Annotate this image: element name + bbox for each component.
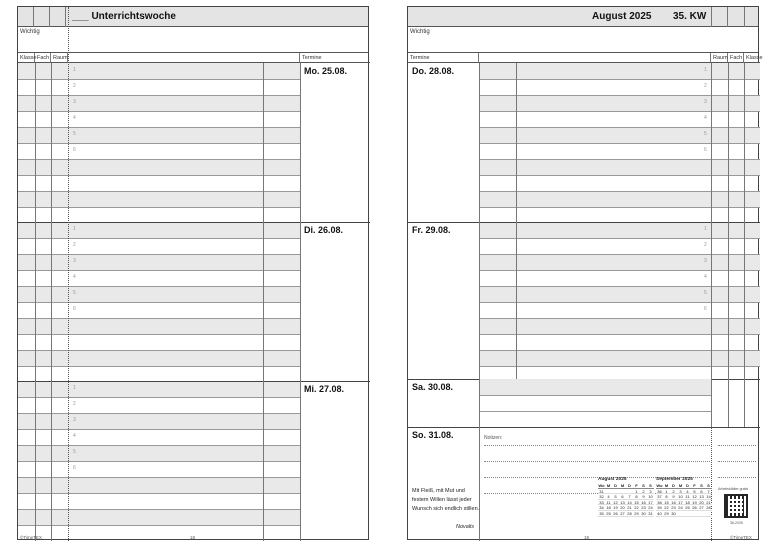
mini-calendar-cell: 27 <box>620 510 625 516</box>
mini-calendar-cell: 26 <box>613 510 618 516</box>
mini-calendar-cell <box>626 489 633 494</box>
lesson-number: 2 <box>73 83 76 89</box>
mini-calendar-cell: 18 <box>606 505 611 511</box>
lesson-number: 4 <box>73 274 76 280</box>
grid-line <box>300 63 301 541</box>
row-shade <box>479 222 760 238</box>
right-header-week: 35. KW <box>673 11 707 22</box>
row-shade <box>479 379 711 395</box>
lesson-number: 1 <box>704 226 707 232</box>
mini-calendar-cell: 24 <box>648 505 653 511</box>
lesson-number: 3 <box>73 417 76 423</box>
mini-calendar-cell: 21 <box>706 499 711 505</box>
row-shade <box>18 63 300 79</box>
row-line <box>18 461 300 462</box>
right-col-appointments: Termine <box>408 53 479 63</box>
day-separator <box>18 222 370 223</box>
lesson-number: 1 <box>704 67 707 73</box>
mini-calendar-cell: M <box>678 483 683 488</box>
mini-calendar-september <box>656 477 712 517</box>
row-line <box>18 350 300 351</box>
right-header-title: August 2025 <box>592 11 652 22</box>
mini-calendar-cell: 28 <box>706 505 711 511</box>
mini-calendar-cell: 20 <box>620 505 625 511</box>
mini-calendar-cell: 15 <box>664 499 669 505</box>
mini-calendar-cell: 31 <box>648 510 653 516</box>
mini-calendar-cell: 6 <box>621 494 624 500</box>
mini-calendar-cell: S <box>707 483 710 488</box>
mini-calendar-cell: S <box>642 483 645 488</box>
left-col-subject: Fach <box>37 55 50 61</box>
row-shade <box>479 350 760 366</box>
mini-calendar-cell: 22 <box>664 505 669 511</box>
mini-calendar-cell: 14 <box>706 494 711 500</box>
day-label-mo: Mo. 25.08. <box>304 66 348 76</box>
mini-calendar-cell: 13 <box>620 499 625 505</box>
mini-calendar-cell: 23 <box>671 505 676 511</box>
mini-calendar-cell: 17 <box>648 499 653 505</box>
mini-calendar-cell: 13 <box>699 494 704 500</box>
mini-calendar-cell <box>612 489 619 494</box>
notes-line <box>484 445 710 446</box>
lesson-number: 2 <box>704 242 707 248</box>
row-shade <box>479 159 760 175</box>
mini-calendar-cell: 31 <box>599 488 604 494</box>
row-line <box>18 95 300 96</box>
left-important-field[interactable]: Wichtig <box>18 27 368 53</box>
row-line <box>479 238 760 239</box>
row-shade <box>18 413 300 429</box>
mini-calendar-cell: 40 <box>657 510 662 516</box>
row-line <box>18 207 300 208</box>
mini-calendar-cell: 30 <box>641 510 646 516</box>
mini-calendar-cell <box>691 511 698 516</box>
lesson-number: 6 <box>73 465 76 471</box>
mini-calendar-cell: 37 <box>657 494 662 500</box>
mini-calendar-cell: 25 <box>685 505 690 511</box>
grid-line <box>263 63 264 541</box>
right-footer-brand: ©TimeTEX <box>730 535 752 540</box>
row-shade <box>18 381 300 397</box>
lesson-number: 1 <box>73 67 76 73</box>
row-line <box>18 525 300 526</box>
mini-calendar-cell: D <box>686 483 689 488</box>
grid-line <box>479 63 480 427</box>
lesson-number: 5 <box>73 449 76 455</box>
row-line <box>18 445 300 446</box>
left-page-number: 18 <box>190 535 196 540</box>
grid-line <box>516 63 517 379</box>
mini-calendar-cell: 10 <box>678 494 683 500</box>
row-line <box>479 411 711 412</box>
mini-calendar-cell: 9 <box>672 494 675 500</box>
mini-calendar-cell: S <box>649 483 652 488</box>
row-line <box>479 191 760 192</box>
mini-calendar-cell: 15 <box>634 499 639 505</box>
mini-calendar-cell: 27 <box>699 505 704 511</box>
row-line <box>479 143 760 144</box>
row-line <box>18 302 300 303</box>
row-line <box>18 318 300 319</box>
row-line <box>479 318 760 319</box>
right-col-class: Klasse <box>746 55 763 61</box>
day-separator <box>408 222 760 223</box>
mini-calendar-cell: 17 <box>678 499 683 505</box>
row-shade <box>479 127 760 143</box>
mini-calendar-cell: 6 <box>700 488 703 494</box>
day-separator <box>408 427 760 428</box>
mini-calendar-cell: 29 <box>634 510 639 516</box>
lesson-number: 3 <box>704 99 707 105</box>
mini-calendar-cell: 34 <box>599 505 604 511</box>
day-label-fr: Fr. 29.08. <box>412 225 451 235</box>
mini-calendar-cell: 22 <box>634 505 639 511</box>
lesson-number: 2 <box>73 242 76 248</box>
mini-calendar-cell: 14 <box>627 499 632 505</box>
left-col-room: Raum <box>53 55 68 61</box>
mini-calendar-cell: 1 <box>665 488 668 494</box>
binding-line <box>68 7 69 541</box>
row-line <box>479 254 760 255</box>
row-shade <box>18 127 300 143</box>
lesson-number: 2 <box>73 401 76 407</box>
left-header <box>18 7 368 27</box>
lesson-number: 3 <box>73 99 76 105</box>
lesson-number: 1 <box>73 385 76 391</box>
day-label-mi: Mi. 27.08. <box>304 384 345 394</box>
row-line <box>479 127 760 128</box>
mini-calendar-cell: 12 <box>613 499 618 505</box>
mini-calendar-cell: D <box>672 483 675 488</box>
mini-calendar-cell: 33 <box>599 499 604 505</box>
mini-calendar-cell: 1 <box>635 488 638 494</box>
mini-calendar-cell: 39 <box>657 505 662 511</box>
row-line <box>479 286 760 287</box>
quote-author: Novalis <box>456 524 475 530</box>
right-important-field[interactable]: Wichtig <box>408 27 758 53</box>
row-line <box>18 509 300 510</box>
qr-caption: 36-2025 <box>730 521 743 525</box>
quote-text: Mit Fleiß, mit Mut und festem Willen lässt jeder Wunsch sich endlich stillen. <box>412 488 480 512</box>
mini-calendar-week <box>598 511 654 517</box>
lesson-number: 5 <box>73 290 76 296</box>
lesson-number: 6 <box>704 306 707 312</box>
mini-calendar-cell: 5 <box>614 494 617 500</box>
row-line <box>18 127 300 128</box>
lesson-number: 3 <box>73 258 76 264</box>
mini-calendar-cell: 11 <box>685 494 690 500</box>
notes-line <box>484 461 710 462</box>
mini-calendar-cell: 3 <box>679 488 682 494</box>
row-line <box>18 238 300 239</box>
row-line <box>18 159 300 160</box>
mini-calendar-cell: M <box>664 483 669 488</box>
left-col-appointments: Termine <box>300 53 370 63</box>
right-header-boxes <box>711 7 760 27</box>
day-label-do: Do. 28.08. <box>412 66 455 76</box>
grid-line <box>744 63 745 427</box>
lesson-number: 4 <box>704 115 707 121</box>
row-line <box>18 270 300 271</box>
mini-calendar-cell: 4 <box>607 494 610 500</box>
grid-line <box>479 427 480 541</box>
mini-calendar-cell: 16 <box>641 499 646 505</box>
row-shade <box>18 318 300 334</box>
lesson-number: 3 <box>704 258 707 264</box>
mini-calendar-cell: F <box>693 483 696 488</box>
row-line <box>18 429 300 430</box>
row-line <box>479 270 760 271</box>
mini-calendar-cell: 36 <box>657 488 662 494</box>
grid-line <box>35 63 36 541</box>
mini-calendar-cell <box>677 511 684 516</box>
row-line <box>18 286 300 287</box>
row-line <box>479 302 760 303</box>
row-line <box>18 477 300 478</box>
row-line <box>18 366 300 367</box>
mini-calendar-cell: 2 <box>672 488 675 494</box>
right-col-room: Raum <box>713 55 728 61</box>
lesson-number: 1 <box>73 226 76 232</box>
row-line <box>18 397 300 398</box>
grid-line <box>711 63 712 427</box>
lesson-number: 6 <box>704 147 707 153</box>
row-line <box>479 334 760 335</box>
day-separator <box>18 381 370 382</box>
row-line <box>18 111 300 112</box>
row-shade <box>18 222 300 238</box>
mini-calendar-cell <box>619 489 626 494</box>
lesson-number: 5 <box>73 131 76 137</box>
lesson-number: 6 <box>73 306 76 312</box>
row-line <box>18 143 300 144</box>
mini-calendar-cell: Wo <box>598 483 605 488</box>
mini-calendar-cell: 20 <box>699 499 704 505</box>
mini-calendar-cell: D <box>614 483 617 488</box>
notes-line <box>718 461 756 462</box>
mini-calendar-cell: Wo <box>656 483 663 488</box>
mini-calendar-cell <box>705 511 712 516</box>
row-shade <box>479 318 760 334</box>
mini-calendar-cell: 23 <box>641 505 646 511</box>
mini-calendar-cell: 12 <box>692 494 697 500</box>
qr-code-icon[interactable] <box>724 494 748 518</box>
lesson-number: 5 <box>704 290 707 296</box>
row-line <box>18 493 300 494</box>
mini-calendar-cell: 8 <box>635 494 638 500</box>
row-shade <box>479 254 760 270</box>
lesson-number: 6 <box>73 147 76 153</box>
mini-calendar-cell <box>605 489 612 494</box>
right-page-number: 19 <box>584 535 590 540</box>
mini-calendar-cell: S <box>700 483 703 488</box>
mini-calendar-cell: 38 <box>657 499 662 505</box>
row-shade <box>18 350 300 366</box>
row-line <box>18 79 300 80</box>
left-planner-page <box>17 6 369 540</box>
mini-calendar-cell: 4 <box>686 488 689 494</box>
row-shade <box>479 191 760 207</box>
row-line <box>479 207 760 208</box>
lesson-number: 2 <box>704 83 707 89</box>
left-header-boxes <box>18 7 66 27</box>
row-shade <box>479 286 760 302</box>
row-shade <box>479 63 760 79</box>
mini-calendar-cell: 19 <box>613 505 618 511</box>
row-line <box>479 111 760 112</box>
grid-line <box>728 63 729 427</box>
mini-calendar-cell: 10 <box>648 494 653 500</box>
mini-calendar-cell: 11 <box>606 499 611 505</box>
mini-calendar-title: August 2025 <box>598 477 627 482</box>
notes-line <box>718 445 756 446</box>
day-label-di: Di. 26.08. <box>304 225 344 235</box>
mini-calendar-cell: 30 <box>671 510 676 516</box>
mini-calendar-cell: 35 <box>599 510 604 516</box>
mini-calendar-cell: 25 <box>606 510 611 516</box>
right-planner-page <box>407 6 763 540</box>
row-line <box>479 395 711 396</box>
right-header <box>408 7 758 27</box>
mini-calendar-week <box>656 511 712 517</box>
left-col-class: Klasse <box>20 55 37 61</box>
mini-calendar-title: September 2025 <box>656 477 693 482</box>
mini-calendar-cell: 7 <box>628 494 631 500</box>
mini-calendar-cell: 28 <box>627 510 632 516</box>
mini-calendar-cell: 8 <box>665 494 668 500</box>
row-line <box>18 191 300 192</box>
lesson-number: 4 <box>704 274 707 280</box>
mini-calendar-cell <box>684 511 691 516</box>
left-header-title: ___ Unterrichtswoche <box>72 11 176 22</box>
right-col-subject: Fach <box>730 55 743 61</box>
mini-calendar-cell: 2 <box>642 488 645 494</box>
lesson-number: 4 <box>73 115 76 121</box>
row-line <box>479 366 760 367</box>
row-line <box>479 175 760 176</box>
mini-calendar-cell: 7 <box>707 488 710 494</box>
mini-calendar-cell: 26 <box>692 505 697 511</box>
left-footer-brand: ©TimeTEX <box>20 535 42 540</box>
notes-label: Notizen: <box>484 435 503 441</box>
row-shade <box>479 95 760 111</box>
row-shade <box>18 159 300 175</box>
row-line <box>18 175 300 176</box>
row-line <box>18 254 300 255</box>
mini-calendar-cell: 32 <box>599 494 604 500</box>
grid-line <box>51 63 52 541</box>
row-line <box>479 95 760 96</box>
mini-calendar-cell: 21 <box>627 505 632 511</box>
mini-calendar-cell: M <box>620 483 625 488</box>
row-shade <box>18 286 300 302</box>
day-label-so: So. 31.08. <box>412 430 454 440</box>
row-shade <box>18 445 300 461</box>
mini-calendar-cell: 16 <box>671 499 676 505</box>
mini-calendar-cell: 9 <box>642 494 645 500</box>
mini-calendar-cell: 5 <box>693 488 696 494</box>
row-line <box>479 79 760 80</box>
mini-calendar-cell: 24 <box>678 505 683 511</box>
row-line <box>18 413 300 414</box>
mini-calendar-cell: 29 <box>664 510 669 516</box>
row-shade <box>18 95 300 111</box>
mini-calendar-cell: D <box>628 483 631 488</box>
mini-calendar-cell: 18 <box>685 499 690 505</box>
mini-calendar-cell <box>698 511 705 516</box>
row-line <box>18 334 300 335</box>
row-line <box>479 350 760 351</box>
mini-calendar-cell: 19 <box>692 499 697 505</box>
mini-calendar-cell: M <box>606 483 611 488</box>
row-shade <box>18 477 300 493</box>
lesson-number: 4 <box>73 433 76 439</box>
row-shade <box>18 509 300 525</box>
mini-calendar-cell: 3 <box>649 488 652 494</box>
mini-calendar-cell: F <box>635 483 638 488</box>
lesson-number: 5 <box>704 131 707 137</box>
notes-line <box>718 477 756 478</box>
mini-calendar-august <box>598 477 654 517</box>
worksheets-label: Arbeitsblätter gratis <box>718 487 749 491</box>
day-label-sa: Sa. 30.08. <box>412 382 454 392</box>
row-shade <box>18 254 300 270</box>
row-shade <box>18 191 300 207</box>
row-line <box>479 159 760 160</box>
